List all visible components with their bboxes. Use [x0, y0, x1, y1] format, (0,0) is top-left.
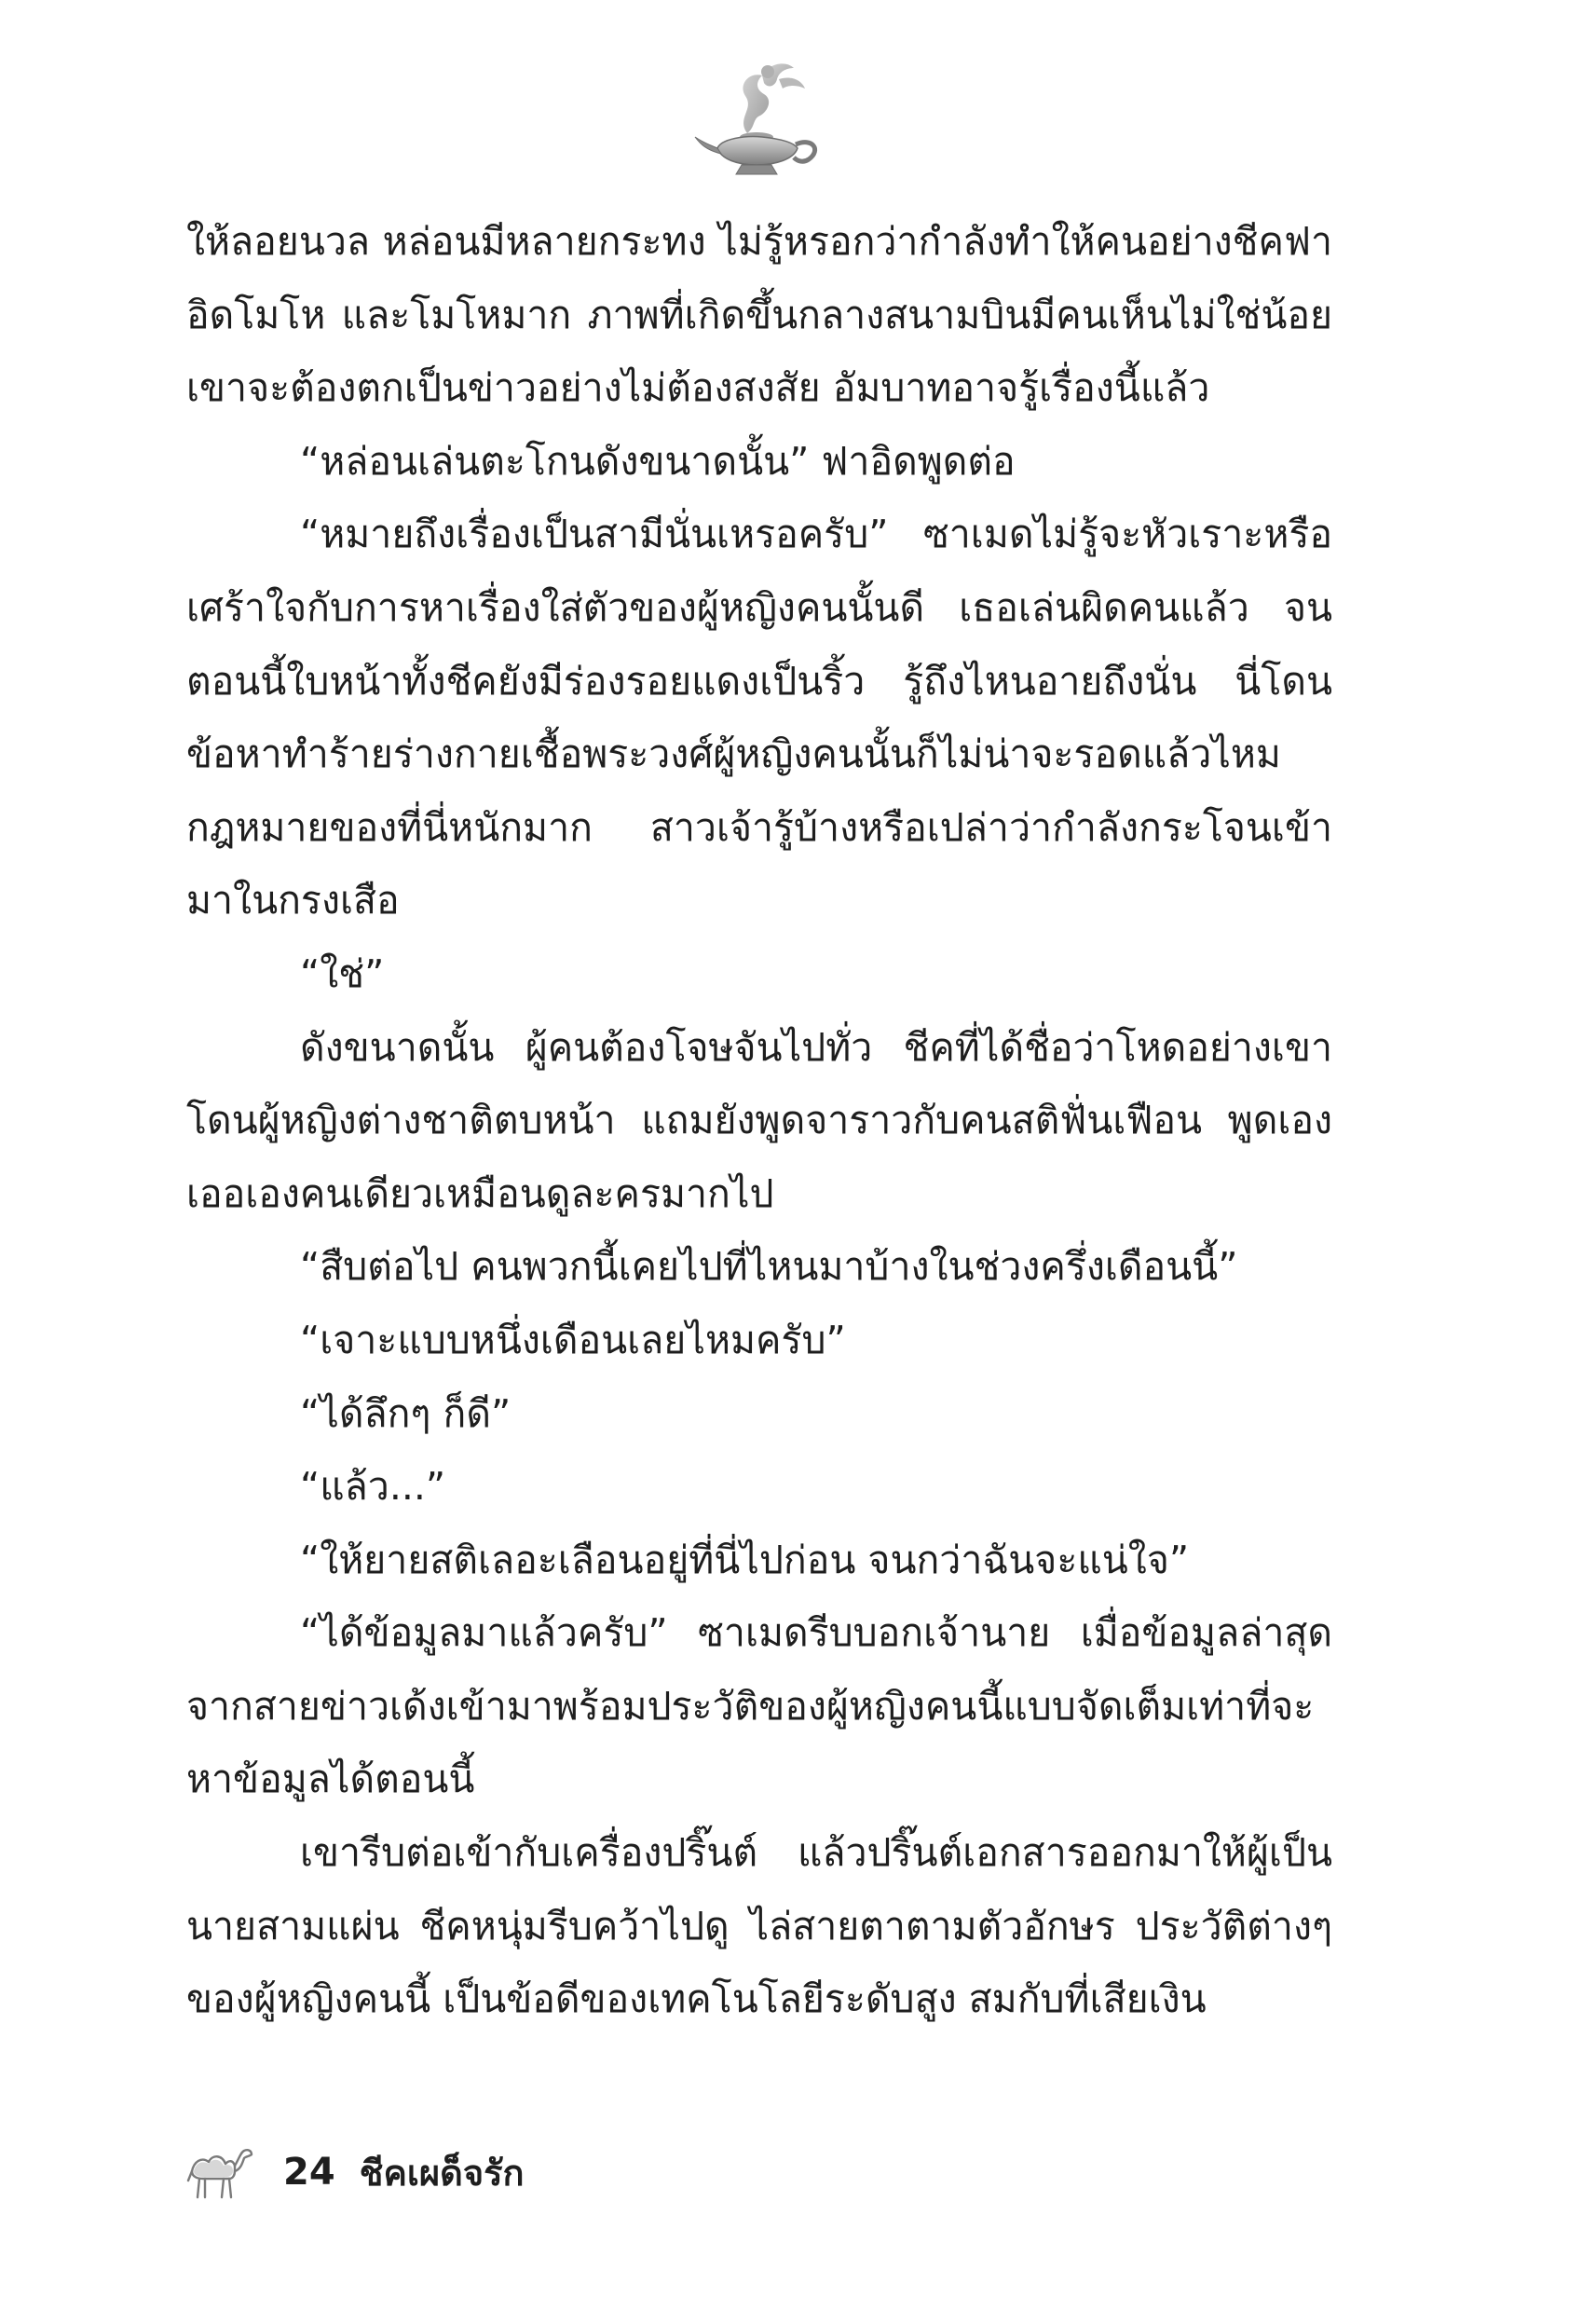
book-title: ชีคเผด็จรัก [359, 2152, 525, 2194]
paragraph: ดังขนาดนั้น ผู้คนต้องโจษจันไปทั่ว ชีคที่ได้ชื่อว่าโหดอย่างเขาโดนผู้หญิงต่างชาติตบหน้า แถมยังพูดจาราวกับคนสติฟั่นเฟือน พูดเองเออเองคนเดียวเหมือนดูละครมากไป [186, 1024, 1332, 1216]
camel-icon [186, 2143, 253, 2201]
body-text [186, 205, 1332, 2036]
genie-lamp-icon [689, 51, 829, 182]
paragraph: “ใช่” [300, 950, 385, 996]
page-footer [186, 2140, 525, 2205]
paragraph: “หล่อนเล่นตะโกนดังขนาดนั้น” ฟาอิดพูดต่อ [300, 438, 1016, 484]
paragraph: “เจาะแบบหนึ่งเดือนเลยไหมครับ” [300, 1317, 846, 1362]
paragraph: “สืบต่อไป คนพวกนี้เคยไปที่ไหนมาบ้างในช่วงครึ่งเดือนนี้” [300, 1244, 1238, 1290]
paragraph: “ได้ข้อมูลมาแล้วครับ” ซาเมดรีบบอกเจ้านาย เมื่อข้อมูลล่าสุดจากสายข่าวเด้งเข้ามาพร้อมประวัติของผู้หญิงคนนี้แบบจัดเต็มเท่าที่จะหาข้อมูลได้ตอนนี้ [186, 1610, 1332, 1802]
paragraph: “หมายถึงเรื่องเป็นสามีนั่นเหรอครับ” ซาเมดไม่รู้จะหัวเราะหรือเศร้าใจกับการหาเรื่องใส่ตัวของผู้หญิงคนนั้นดี เธอเล่นผิดคนแล้ว จนตอนนี้ใบหน้าทั้งชีคยังมีร่องรอยแดงเป็นริ้ว รู้ถึงไหนอายถึงนั่น นี่โดนข้อหาทำร้ายร่างกายเชื้อพระวงศ์ผู้หญิงคนนั้นก็ไม่น่าจะรอดแล้วไหม กฎหมายของที่นี่หนักมาก สาวเจ้ารู้บ้างหรือเปล่าว่ากำลังกระโจนเข้ามาในกรงเสือ [186, 512, 1332, 923]
paragraph: “ให้ยายสติเลอะเลือนอยู่ที่นี่ไปก่อน จนกว่าฉันจะแน่ใจ” [300, 1537, 1190, 1582]
paragraph: เขารีบต่อเข้ากับเครื่องปริ๊นต์ แล้วปริ๊นต์เอกสารออกมาให้ผู้เป็นนายสามแผ่น ชีคหนุ่มรีบคว้าไปดู ไล่สายตาตามตัวอักษร ประวัติต่างๆ ของผู้หญิงคนนี้ เป็นข้อดีของเทคโนโลยีระดับสูง สมกับที่เสียเงิน [186, 1830, 1332, 2022]
paragraph: ให้ลอยนวล หล่อนมีหลายกระทง ไม่รู้หรอกว่ากำลังทำให้คนอย่างชีคฟาอิดโมโห และโมโหมาก ภาพที่เกิดขึ้นกลางสนามบินมีคนเห็นไม่ใช่น้อย เขาจะต้องตกเป็นข่าวอย่างไม่ต้องสงสัย อัมบาทอาจรู้เรื่องนี้แล้ว [186, 219, 1332, 411]
paragraph: “แล้ว...” [300, 1464, 446, 1510]
paragraph: “ได้ลึกๆ ก็ดี” [300, 1390, 512, 1436]
page-number: 24 [283, 2151, 335, 2194]
